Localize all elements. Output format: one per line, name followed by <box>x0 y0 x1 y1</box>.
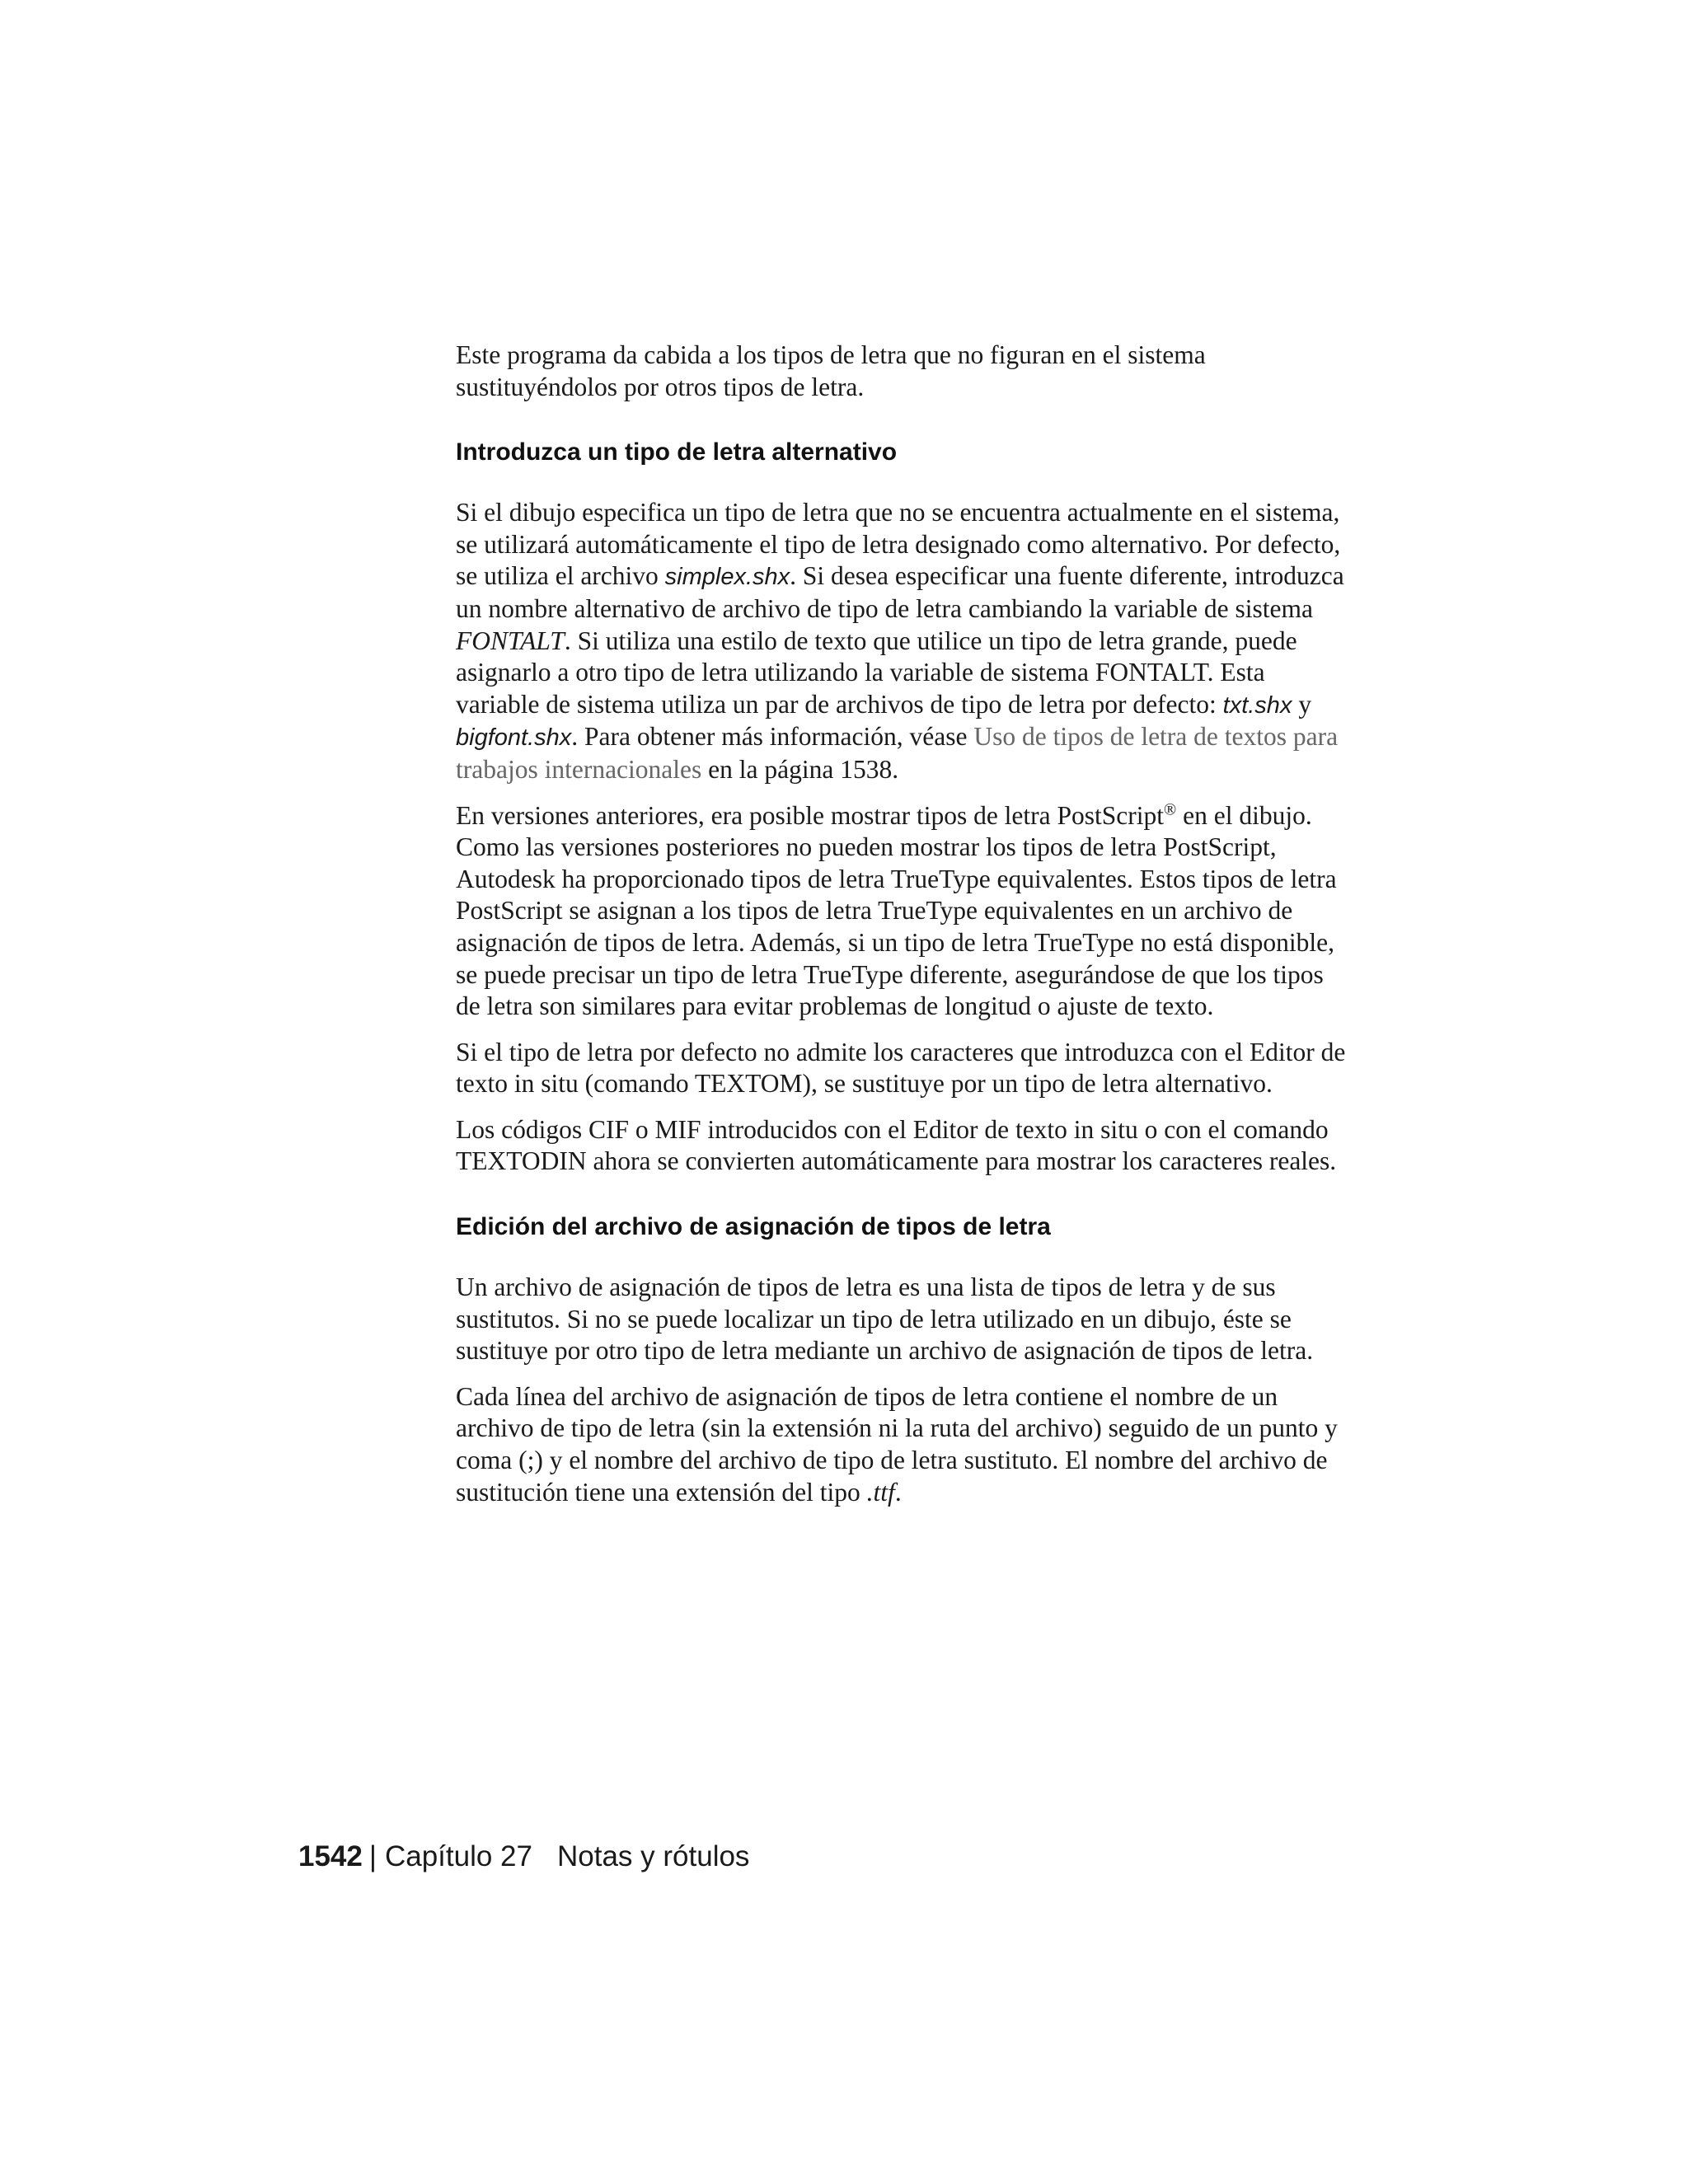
text-run: . Para obtener más información, véase <box>571 722 974 752</box>
cross-reference-link[interactable]: Uso de tipos de letra de textos para trabajos internacionales <box>456 722 1339 784</box>
chapter-title: Notas y rótulos <box>557 1840 750 1872</box>
page-number: 1542 <box>298 1840 363 1872</box>
section-heading-font-mapping: Edición del archivo de asignación de tipos de letra <box>456 1213 1051 1241</box>
text-run: y <box>1292 689 1312 719</box>
paragraph-postscript <box>456 800 1350 1023</box>
footer-separator: | <box>368 1840 377 1872</box>
paragraph-mapping-file: Un archivo de asignación de tipos de letra es una lista de tipos de letra y de sus sustitutos. Si no se puede localizar un tipo de letra utilizado en un dibujo, éste se sustituye por otro tipo de letra mediante un archivo de asignación de tipos de letra. <box>456 1272 1314 1366</box>
sysvar-fontalt: FONTALT <box>456 626 565 655</box>
page-footer <box>298 1840 749 1874</box>
intro-paragraph: Este programa da cabida a los tipos de letra que no figuran en el sistema sustituyéndolos por otros tipos de letra. <box>456 340 1206 401</box>
paragraph-mapping-line <box>456 1381 1350 1508</box>
paragraph-cif-mif: Los códigos CIF o MIF introducidos con el Editor de texto in situ o con el comando TEXTODIN ahora se convierten automáticamente para mostrar los caracteres reales. <box>456 1114 1337 1176</box>
text-run: en el dibujo. Como las versiones posteriores no pueden mostrar los tipos de letra PostScript, Autodesk ha proporcionado tipos de letra TrueType equivalentes. Estos tipos de letra PostScript se asignan a los tipos de letra TrueType equivalentes en un archivo de asignación de tipos de letra. Además, si un tipo de letra TrueType no está disponible, se puede precisar un tipo de letra TrueType diferente, asegurándose de que los tipos de letra son similares para evitar problemas de longitud o ajuste de texto. <box>456 800 1337 1021</box>
paragraph-alternate-font <box>456 497 1350 785</box>
chapter-label: Capítulo 27 <box>384 1840 532 1872</box>
registered-mark: ® <box>1164 800 1177 819</box>
text-run: . <box>894 1477 902 1507</box>
extension-ttf: .ttf <box>866 1477 895 1507</box>
filename-simplex: simplex.shx <box>664 564 790 591</box>
text-run: . Si desea especificar una fuente diferente, introduzca un nombre alternativo de archivo de tipo de letra cambiando la variable de sistema <box>456 561 1344 623</box>
text-run: en la página 1538. <box>701 754 899 784</box>
section-heading-alternate-font: Introduzca un tipo de letra alternativo <box>456 438 898 466</box>
text-run: En versiones anteriores, era posible mostrar tipos de letra PostScript <box>456 800 1165 830</box>
text-run: Cada línea del archivo de asignación de tipos de letra contiene el nombre de un archivo de tipo de letra (sin la extensión ni la ruta del archivo) seguido de un punto y coma (;) y el nombre del archivo de tipo de letra sustituto. El nombre del archivo de sustitución tiene una extensión del tipo <box>456 1381 1338 1507</box>
filename-txt: txt.shx <box>1222 691 1292 719</box>
page-content <box>456 340 1350 1522</box>
text-run: . Si utiliza una estilo de texto que utilice un tipo de letra grande, puede asignarlo a otro tipo de letra utilizando la variable de sistema FONTALT. Esta variable de sistema utiliza un par de archivos de tipo de letra por defecto: <box>456 626 1297 719</box>
paragraph-default-font: Si el tipo de letra por defecto no admite los caracteres que introduzca con el Editor de texto in situ (comando TEXTOM), se sustituye por un tipo de letra alternativo. <box>456 1037 1346 1099</box>
filename-bigfont: bigfont.shx <box>456 724 572 752</box>
text-run: Si el dibujo especifica un tipo de letra que no se encuentra actualmente en el sistema, se utilizará automáticamente el tipo de letra designado como alternativo. Por defecto, se utiliza el archivo <box>456 498 1341 591</box>
